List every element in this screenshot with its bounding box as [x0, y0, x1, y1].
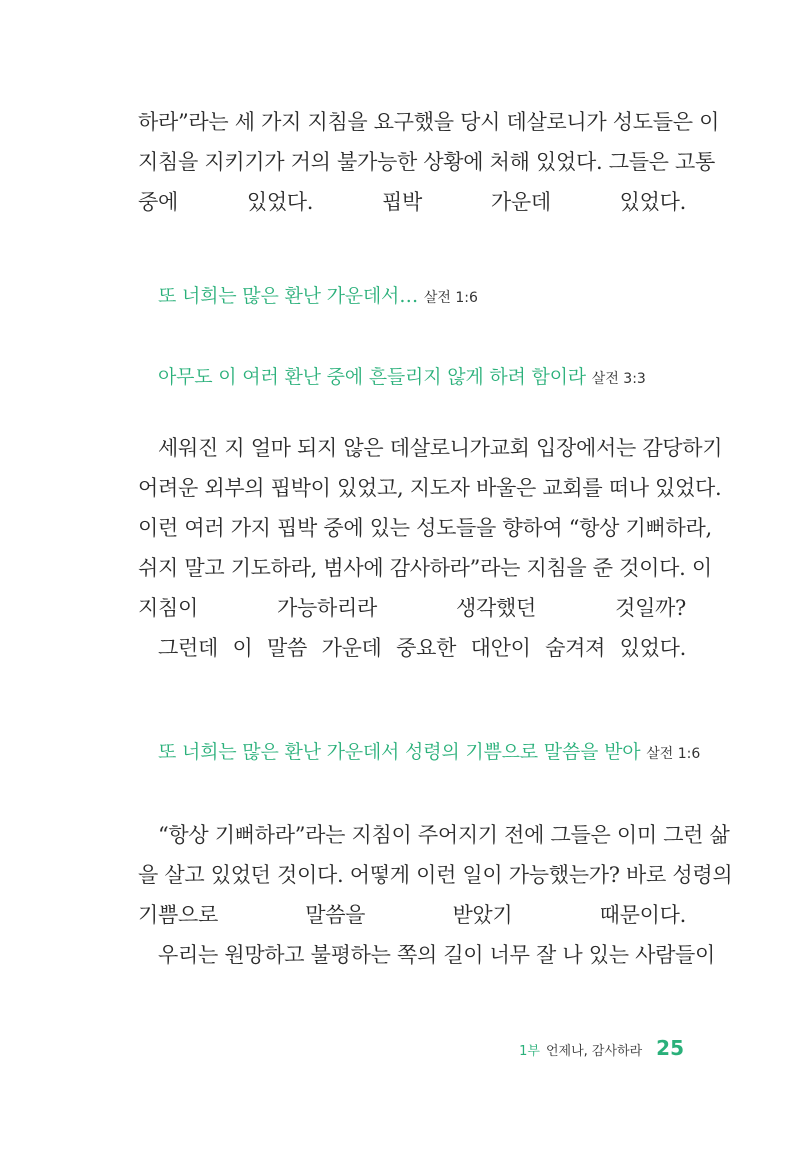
- text-line: 어려운 외부의 핍박이 있었고, 지도자 바울은 교회를 떠나 있었다.: [138, 476, 722, 500]
- text-line: 하라”라는 세 가지 지침을 요구했을 당시 데살로니가 성도들은 이: [138, 110, 720, 134]
- quote-text: 또 너희는 많은 환난 가운데서 성령의 기쁨으로 말씀을 받아: [158, 741, 641, 763]
- text-line: “항상 기뻐하라”라는 지침이 주어지기 전에 그들은 이미 그런 삶: [158, 823, 730, 847]
- quote-text: 아무도 이 여러 환난 중에 흔들리지 않게 하려 함이라: [158, 366, 586, 388]
- quote-text: 또 너희는 많은 환난 가운데서…: [158, 285, 419, 307]
- page-footer: [519, 1036, 684, 1060]
- text-line: 세워진 지 얼마 되지 않은 데살로니가교회 입장에서는 감당하기: [158, 436, 723, 460]
- paragraph-3: [138, 815, 733, 975]
- paragraph-2: [138, 428, 723, 668]
- chapter-title: 언제나, 감사하라: [545, 1044, 643, 1059]
- verse-reference: 살전 1:6: [646, 746, 701, 762]
- text-line: 쉬지 말고 기도하라, 범사에 감사하라”라는 지침을 준 것이다. 이: [138, 556, 712, 580]
- text-line: 지침이 가능하리라 생각했던 것일까?: [138, 596, 686, 620]
- text-line: 지침을 지키기가 거의 불가능한 상황에 처해 있었다. 그들은 고통: [138, 150, 716, 174]
- text-line: 중에 있었다. 핍박 가운데 있었다.: [138, 190, 686, 214]
- scripture-quote-1: [158, 281, 478, 313]
- page-number: 25: [656, 1036, 684, 1060]
- verse-reference: 살전 3:3: [591, 371, 646, 387]
- text-line: 우리는 원망하고 불평하는 쪽의 길이 너무 잘 나 있는 사람들이: [158, 943, 716, 967]
- verse-reference: 살전 1:6: [423, 290, 478, 306]
- scripture-quote-2: [158, 362, 646, 394]
- text-line: 이런 여러 가지 핍박 중에 있는 성도들을 향하여 “항상 기뻐하라,: [138, 516, 712, 540]
- scripture-quote-3: [158, 737, 700, 769]
- paragraph-1: [138, 102, 720, 222]
- text-line: 그런데 이 말씀 가운데 중요한 대안이 숨겨져 있었다.: [158, 636, 686, 660]
- part-label: 1부: [519, 1044, 540, 1059]
- text-line: 기쁨으로 말씀을 받았기 때문이다.: [138, 903, 686, 927]
- text-line: 을 살고 있었던 것이다. 어떻게 이런 일이 가능했는가? 바로 성령의: [138, 863, 733, 887]
